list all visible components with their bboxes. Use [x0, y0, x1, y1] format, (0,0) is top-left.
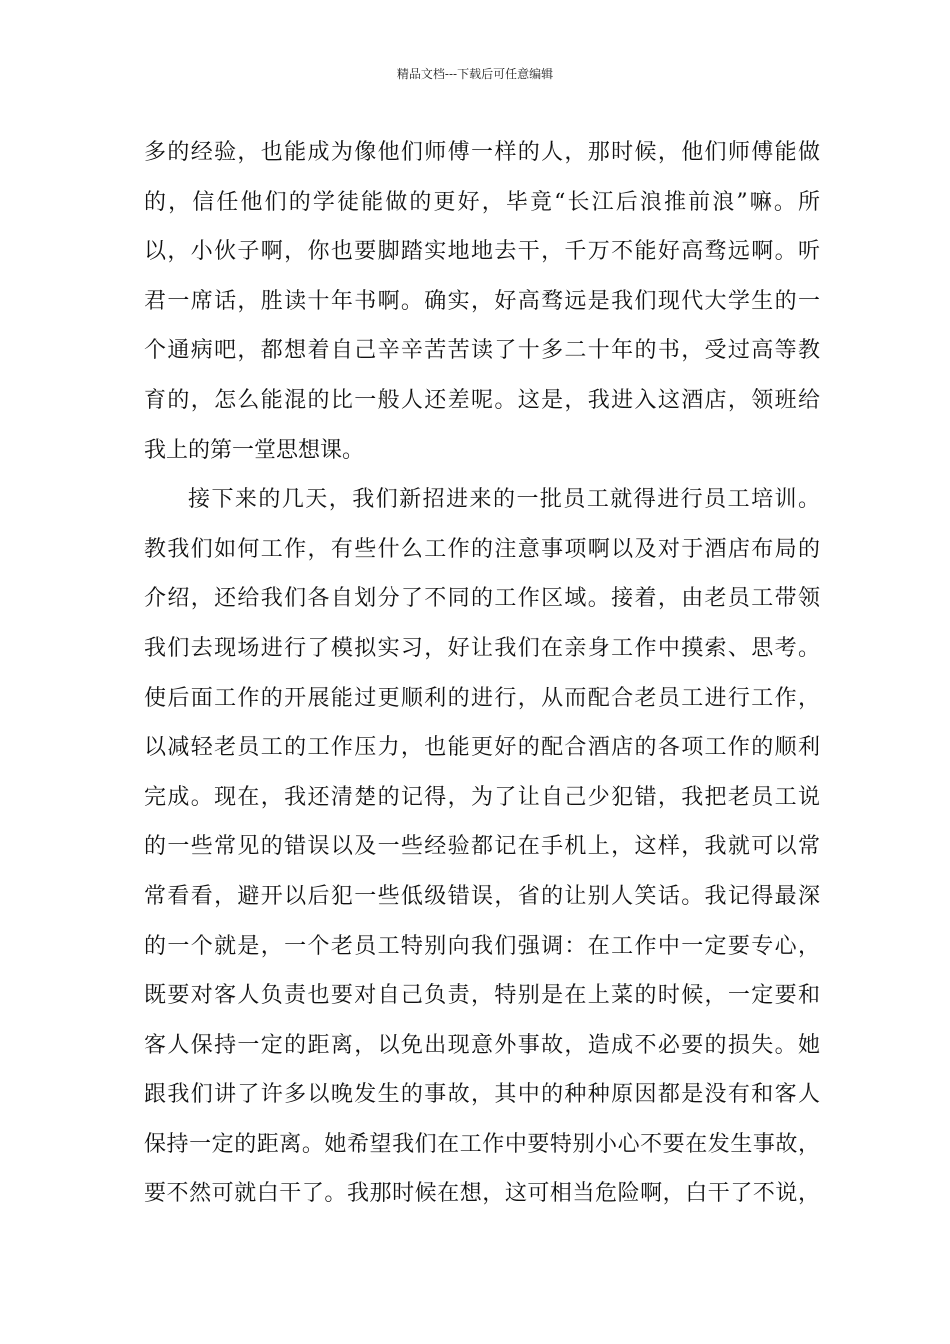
text-line: 客人保持一定的距离，以免出现意外事故，造成不必要的损失。她 — [144, 1032, 820, 1058]
text-line: 使后面工作的开展能过更顺利的进行，从而配合老员工进行工作， — [144, 685, 820, 711]
text-line: 跟我们讲了许多以晚发生的事故，其中的种种原因都是没有和客人 — [144, 1082, 820, 1108]
text-line: 的一些常见的错误以及一些经验都记在手机上，这样，我就可以常 — [144, 834, 820, 860]
text-line: 君一席话，胜读十年书啊。确实，好高骛远是我们现代大学生的一 — [144, 288, 820, 314]
text-line: 我上的第一堂思想课。 — [144, 437, 365, 463]
text-line: 教我们如何工作，有些什么工作的注意事项啊以及对于酒店布局的 — [144, 536, 820, 562]
text-line: 既要对客人负责也要对自己负责，特别是在上菜的时候，一定要和 — [144, 983, 820, 1009]
text-line: 完成。现在，我还清楚的记得，为了让自己少犯错，我把老员工说 — [144, 784, 820, 810]
text-line: 多的经验，也能成为像他们师傅一样的人，那时候，他们师傅能做 — [144, 140, 820, 165]
page-header: 精品文档---下载后可任意编辑 — [396, 67, 554, 81]
text-line: 要不然可就白干了。我那时候在想，这可相当危险啊，白干了不说， — [144, 1181, 820, 1207]
text-line: 以，小伙子啊，你也要脚踏实地地去干，千万不能好高骛远啊。听 — [144, 239, 820, 265]
text-line: 个通病吧，都想着自己辛辛苦苦读了十多二十年的书，受过高等教 — [144, 338, 820, 364]
text-line: 的，信任他们的学徒能做的更好，毕竟“长江后浪推前浪”嘛。所 — [144, 189, 820, 215]
text-line: 的一个就是，一个老员工特别向我们强调：在工作中一定要专心， — [144, 933, 820, 959]
text-line: 育的，怎么能混的比一般人还差呢。这是，我进入这酒店，领班给 — [144, 387, 820, 413]
text-line: 保持一定的距离。她希望我们在工作中要特别小心不要在发生事故， — [144, 1131, 820, 1157]
text-line: 介绍，还给我们各自划分了不同的工作区域。接着，由老员工带领 — [144, 586, 820, 612]
text-line: 常看看，避开以后犯一些低级错误，省的让别人笑话。我记得最深 — [144, 883, 820, 909]
body-text — [144, 128, 820, 1219]
text-line: 以减轻老员工的工作压力，也能更好的配合酒店的各项工作的顺利 — [144, 735, 820, 761]
text-line: 我们去现场进行了模拟实习，好让我们在亲身工作中摸索、思考。 — [144, 635, 820, 661]
text-line-paragraph-start: 接下来的几天，我们新招进来的一批员工就得进行员工培训。 — [188, 487, 820, 513]
